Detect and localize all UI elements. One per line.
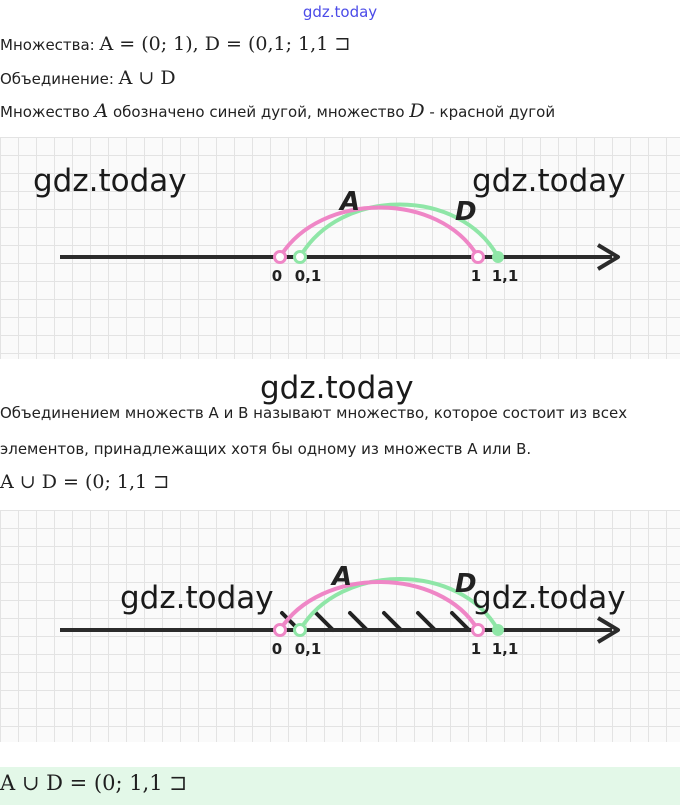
point-open-0-1 [295, 252, 306, 263]
tick-label: 0 [271, 640, 283, 658]
description-line [0, 100, 555, 122]
tick-label: 1 [470, 640, 482, 658]
tick-label: 0,1 [294, 640, 322, 658]
number-line-figure-2 [0, 510, 680, 742]
watermark-top: gdz.today [302, 3, 378, 21]
desc-var-d: D [409, 100, 425, 122]
tick-label: 0,1 [294, 267, 322, 285]
tick-label: 1,1 [491, 267, 519, 285]
desc-part2: обозначено синей дугой, множество [108, 103, 410, 121]
desc-part3: - красной дугой [424, 103, 556, 121]
answer-formula: A ∪ D = (0; 1,1 ⊐ [0, 771, 188, 795]
watermark: gdz.today [472, 163, 626, 199]
union-label: Объединение: [0, 70, 119, 88]
watermark: gdz.today [260, 370, 414, 406]
point-open-0 [275, 252, 286, 263]
desc-var-a: A [94, 100, 109, 122]
sets-label: Множества: [0, 36, 100, 54]
label-d: D [455, 569, 477, 599]
definition-line-2: элементов, принадлежащих хотя бы одному из множеств А или В. [0, 440, 532, 458]
number-line-figure-1 [0, 137, 680, 359]
definition-line-1: Объединением множеств А и В называют множество, которое состоит из всех [0, 404, 628, 422]
tick-label: 0 [271, 267, 283, 285]
sets-line [0, 33, 350, 55]
answer-box [0, 767, 680, 805]
watermark: gdz.today [33, 163, 187, 199]
point-open-1 [473, 252, 484, 263]
label-a: A [332, 562, 353, 592]
tick-label: 1,1 [491, 640, 519, 658]
union-formula-line [0, 471, 169, 493]
point-open-0 [275, 625, 286, 636]
point-closed-1-1 [492, 251, 504, 263]
tick-label: 1 [470, 267, 482, 285]
sets-formula: A = (0; 1), D = (0,1; 1,1 ⊐ [99, 33, 351, 55]
watermark: gdz.today [120, 580, 274, 616]
number-line-2 [0, 510, 680, 742]
point-open-1 [473, 625, 484, 636]
point-open-0-1 [295, 625, 306, 636]
watermark: gdz.today [472, 580, 626, 616]
point-closed-1-1 [492, 624, 504, 636]
union-formula-short: A ∪ D [118, 67, 176, 89]
label-a: A [340, 187, 361, 217]
desc-part1: Множество [0, 103, 95, 121]
label-d: D [455, 197, 477, 227]
union-line [0, 67, 176, 89]
union-formula: A ∪ D = (0; 1,1 ⊐ [0, 471, 170, 493]
